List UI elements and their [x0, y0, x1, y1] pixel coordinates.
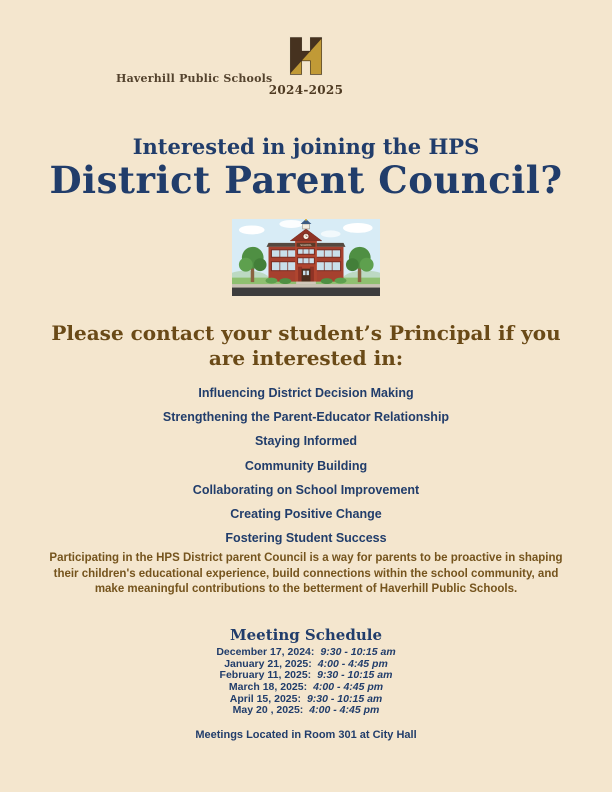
schedule-time: 9:30 - 10:15 am [320, 646, 396, 658]
benefits-list [0, 381, 612, 550]
schedule-date: February 11, 2025: [219, 669, 312, 682]
schedule-row [0, 694, 612, 706]
org-name: Haverhill Public Schools [116, 72, 273, 85]
schedule-date: April 15, 2025: [229, 692, 301, 705]
meeting-schedule-heading: Meeting Schedule [230, 626, 382, 644]
meeting-location: Meetings Located in Room 301 at City Hall [195, 729, 417, 741]
benefit-item: Fostering Student Success [225, 531, 387, 546]
title-line1: Interested in joining the HPS [132, 134, 480, 159]
schedule-row [0, 705, 612, 717]
schedule-date: December 17, 2024: [216, 646, 315, 658]
contact-heading: Please contact your student’s Principal if you are interested in: [51, 321, 561, 370]
benefit-item: Creating Positive Change [230, 506, 382, 521]
page-title: District Parent Council? [49, 158, 563, 202]
schedule-time: 9:30 - 10:15 am [306, 692, 383, 705]
schedule-date: January 21, 2025: [224, 657, 312, 670]
meeting-schedule-list [0, 647, 612, 717]
benefit-item: Staying Informed [254, 434, 358, 449]
benefit-item: Influencing District Decision Making [198, 386, 414, 400]
hps-logo-icon [285, 36, 327, 76]
schedule-date: May 20 , 2025: [232, 704, 304, 717]
schedule-time: 4:00 - 4:45 pm [309, 704, 380, 717]
schedule-date: March 18, 2025: [228, 681, 308, 694]
benefit-item: Collaborating on School Improvement [192, 482, 420, 497]
svg-text:SCHOOL: SCHOOL [300, 244, 312, 248]
benefit-item: Strengthening the Parent-Educator Relationship [162, 410, 450, 425]
school-year: 2024-2025 [268, 83, 344, 97]
schedule-row [0, 682, 612, 694]
description-paragraph: Participating in the HPS District parent Council is a way for parents to be proactive in shaping their children's educational experience, build connections within the school community, and make meaningful contributions to the betterment of Haverhill Public Schools. [49, 552, 563, 595]
school-building-image [232, 219, 380, 296]
schedule-time: 4:00 - 4:45 pm [317, 657, 388, 670]
benefit-item: Community Building [244, 458, 368, 473]
schedule-time: 4:00 - 4:45 pm [313, 681, 384, 694]
schedule-time: 9:30 - 10:15 am [317, 669, 393, 682]
